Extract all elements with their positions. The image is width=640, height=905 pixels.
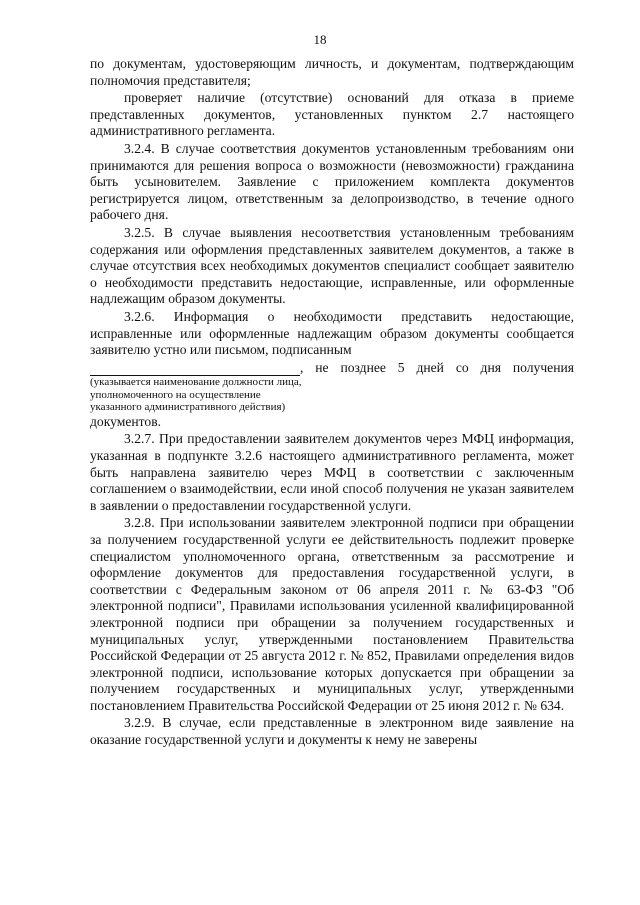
paragraph-3-2-5: 3.2.5. В случае выявления несоответствия установленным требованиям содержания или оформления представленных заявителем документов, а также в случае отсутствия всех необходимых документов специалист сообщает заявителю о необходимости представить недостающие, исправленные, или оформленные надлежащим образом документы.: [90, 224, 574, 307]
blank-line: [90, 363, 300, 376]
document-body: [90, 56, 574, 750]
paragraph: проверяет наличие (отсутствие) оснований для отказа в приеме представленных документов, установленных пунктом 2.7 настоящего административного регламента.: [90, 90, 574, 139]
paragraph-3-2-4: 3.2.4. В случае соответствия документов установленным требованиям они принимаются для решения вопроса о возможности (невозможности) гражданина быть усыновителем. Заявление с приложением комплекта документов регистрируется лицом, ответственным за делопроизводство, в течение одного рабочего дня.: [90, 140, 574, 223]
paragraph-3-2-9: 3.2.9. В случае, если представленные в электронном виде заявление на оказание государственной услуги и документы к нему не заверены: [90, 715, 574, 748]
paragraph-3-2-6: 3.2.6. Информация о необходимости представить недостающие, исправленные или оформленные надлежащим образом документы сообщается заявителю устно или письмом, подписанным: [90, 308, 574, 358]
footnote-label: указанного административного действия): [90, 401, 286, 414]
footnote-label: уполномоченного на осуществление: [90, 388, 261, 401]
signature-line-row: [90, 360, 574, 377]
paragraph-3-2-6-end: документов.: [90, 413, 162, 429]
paragraph: по документам, удостоверяющим личность, и документам, подтверждающим полномочия представителя;: [90, 56, 574, 88]
footnote-label: (указывается наименование должности лица,: [90, 376, 302, 389]
page-number: 18: [313, 32, 327, 47]
paragraph-3-2-6-cont: , не позднее 5 дней со дня получения: [300, 359, 574, 375]
paragraph-3-2-8: 3.2.8. При использовании заявителем электронной подписи при обращении за получением государственной услуги ее действительность подлежит проверке специалистом уполномоченного органа, ответственным за рассмотрение и оформление документов для предоставления государственной услуги, в соответствии с Федеральным законом от 06 апреля 2011 г. № 63-ФЗ "Об электронной подписи", Правилами использования усиленной квалифицированной электронной подписи при обращении за получением государственных и муниципальных услуг, утвержденными постановлением Правительства Российской Федерации от 25 августа 2012 г. № 852, Правилами определения видов электронной подписи, использование которых допускается при обращении за получением государственных и муниципальных услуг, утвержденными постановлением Правительства Российской Федерации от 25 июня 2012 г. № 634.: [90, 515, 574, 713]
paragraph-3-2-7: 3.2.7. При предоставлении заявителем документов через МФЦ информация, указанная в подпункте 3.2.6 настоящего административного регламента, может быть направлена заявителю через МФЦ в соответствии с заключенным соглашением о взаимодействии, если иной способ получения не указан заявителем в заявлении о предоставлении государственной услуги.: [90, 431, 574, 513]
